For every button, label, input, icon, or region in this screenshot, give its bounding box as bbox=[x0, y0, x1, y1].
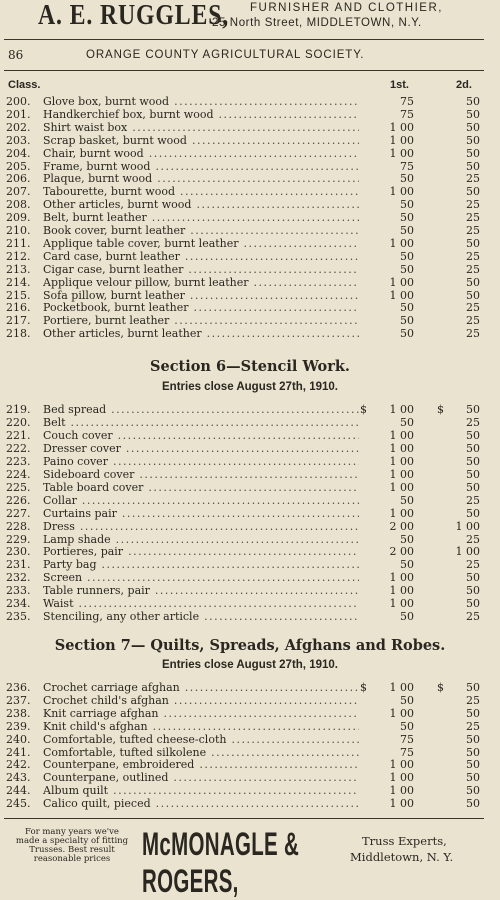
table-row bbox=[0, 134, 500, 147]
first-prize: 75 bbox=[400, 745, 414, 759]
firm-trade: Truss Experts, bbox=[362, 834, 447, 848]
class-number: 203. bbox=[6, 133, 31, 147]
table-row bbox=[0, 481, 500, 494]
ad-slogan-line: reasonable prices bbox=[33, 854, 111, 864]
table-row bbox=[0, 610, 500, 623]
item-description: Curtains pair ..... bbox=[43, 507, 359, 520]
second-prize: 50 bbox=[466, 288, 480, 302]
first-prize: 1 00 bbox=[389, 236, 414, 250]
class-number: 229. bbox=[6, 532, 31, 546]
item-description: Other articles, burnt wood ..... bbox=[43, 198, 359, 211]
table-row bbox=[0, 429, 500, 442]
top-advertisement bbox=[0, 0, 500, 38]
item-description: Party bag ..... bbox=[43, 558, 359, 571]
second-prize: 25 bbox=[466, 198, 480, 212]
ad-slogan bbox=[8, 828, 136, 864]
class-number: 214. bbox=[6, 275, 31, 289]
table-row bbox=[0, 545, 500, 558]
second-prize: 25 bbox=[466, 172, 480, 186]
table-row bbox=[0, 707, 500, 720]
item-description: Bed spread ..... bbox=[43, 403, 359, 416]
second-prize: 25 bbox=[466, 415, 480, 429]
class-number: 241. bbox=[6, 745, 31, 759]
class-number: 205. bbox=[6, 159, 31, 173]
section7-subtitle: Entries close August 27th, 1910. bbox=[162, 659, 338, 671]
advertiser-name: A. E. RUGGLES, bbox=[38, 0, 230, 31]
first-prize: 1 00 bbox=[389, 454, 414, 468]
first-prize: 50 bbox=[400, 693, 414, 707]
first-prize: 1 00 bbox=[389, 571, 414, 585]
column-header-first: 1st. bbox=[390, 79, 409, 91]
table-row bbox=[0, 558, 500, 571]
second-prize: 25 bbox=[466, 301, 480, 315]
class-number: 244. bbox=[6, 784, 31, 798]
item-description: Scrap basket, burnt wood ..... bbox=[43, 134, 359, 147]
class-number: 200. bbox=[6, 95, 31, 108]
class-number: 215. bbox=[6, 288, 31, 302]
second-prize: 25 bbox=[466, 558, 480, 572]
second-prize: 50 bbox=[466, 771, 480, 785]
second-prize: 1 00 bbox=[455, 519, 480, 533]
page-header bbox=[0, 48, 500, 64]
page-title: ORANGE COUNTY AGRICULTURAL SOCIETY. bbox=[86, 49, 365, 61]
class-number: 227. bbox=[6, 506, 31, 520]
table-row bbox=[0, 276, 500, 289]
class-number: 212. bbox=[6, 249, 31, 263]
bottom-advertisement bbox=[0, 822, 500, 899]
table-row bbox=[0, 185, 500, 198]
dollar-sign: $ bbox=[437, 681, 444, 694]
table-row bbox=[0, 442, 500, 455]
second-prize: 50 bbox=[466, 236, 480, 250]
class-number: 231. bbox=[6, 558, 31, 572]
dollar-sign: $ bbox=[437, 403, 444, 416]
second-prize: 50 bbox=[466, 745, 480, 759]
item-description: Pocketbook, burnt leather ..... bbox=[43, 301, 359, 314]
second-prize: 50 bbox=[466, 120, 480, 134]
table-row bbox=[0, 416, 500, 429]
first-prize: 1 00 bbox=[389, 441, 414, 455]
class-number: 220. bbox=[6, 415, 31, 429]
second-prize: 50 bbox=[466, 480, 480, 494]
second-prize: 25 bbox=[466, 327, 480, 341]
second-prize: 50 bbox=[466, 584, 480, 598]
class-number: 225. bbox=[6, 480, 31, 494]
table-row bbox=[0, 784, 500, 797]
item-description: Belt ..... bbox=[43, 416, 359, 429]
first-prize: 2 00 bbox=[389, 519, 414, 533]
ad-slogan-line: made a specialty of fitting bbox=[15, 836, 129, 846]
table-row bbox=[0, 250, 500, 263]
class-number: 226. bbox=[6, 493, 31, 507]
firm-location: Middletown, N. Y. bbox=[350, 850, 454, 864]
table-row bbox=[0, 314, 500, 327]
table-row bbox=[0, 733, 500, 746]
second-prize: 50 bbox=[466, 571, 480, 585]
class-number: 219. bbox=[6, 403, 31, 416]
advertiser-trade: FURNISHER AND CLOTHIER, bbox=[250, 2, 443, 14]
second-prize: 25 bbox=[466, 211, 480, 225]
first-prize: 1 00 bbox=[389, 288, 414, 302]
table-row bbox=[0, 455, 500, 468]
second-prize: 50 bbox=[466, 681, 480, 694]
table-row bbox=[0, 694, 500, 707]
class-number: 237. bbox=[6, 693, 31, 707]
class-number: 242. bbox=[6, 758, 31, 772]
second-prize: 50 bbox=[466, 95, 480, 108]
first-prize: 1 00 bbox=[389, 771, 414, 785]
table-row bbox=[0, 108, 500, 121]
item-description: Waist ..... bbox=[43, 597, 359, 610]
table-row bbox=[0, 198, 500, 211]
first-prize: 1 00 bbox=[389, 480, 414, 494]
item-description: Collar ..... bbox=[43, 494, 359, 507]
column-header-second: 2d. bbox=[456, 79, 472, 91]
divider bbox=[4, 70, 484, 71]
second-prize: 50 bbox=[466, 758, 480, 772]
item-description: Cigar case, burnt leather ..... bbox=[43, 263, 359, 276]
item-description: Counterpane, outlined ..... bbox=[43, 771, 359, 784]
section6-subtitle: Entries close August 27th, 1910. bbox=[162, 381, 338, 393]
item-description: Sofa pillow, burnt leather ..... bbox=[43, 289, 359, 302]
table-row bbox=[0, 507, 500, 520]
first-prize: 50 bbox=[400, 262, 414, 276]
second-prize: 50 bbox=[466, 428, 480, 442]
second-prize: 25 bbox=[466, 224, 480, 237]
first-prize: 1 00 bbox=[389, 506, 414, 520]
second-prize: 25 bbox=[466, 719, 480, 733]
item-description: Calico quilt, pieced ..... bbox=[43, 797, 359, 810]
class-number: 208. bbox=[6, 198, 31, 212]
class-number: 217. bbox=[6, 314, 31, 328]
class-number: 207. bbox=[6, 185, 31, 199]
table-row bbox=[0, 797, 500, 810]
item-description: Stenciling, any other article ..... bbox=[43, 610, 359, 623]
table-row bbox=[0, 494, 500, 507]
first-prize: 50 bbox=[400, 610, 414, 624]
item-description: Dresser cover ..... bbox=[43, 442, 359, 455]
item-description: Frame, burnt wood ..... bbox=[43, 160, 359, 173]
table-row bbox=[0, 95, 500, 108]
first-prize: 50 bbox=[400, 249, 414, 263]
page-number: 86 bbox=[8, 48, 24, 62]
first-prize: 50 bbox=[400, 415, 414, 429]
item-description: Table runners, pair ..... bbox=[43, 584, 359, 597]
second-prize: 25 bbox=[466, 493, 480, 507]
second-prize: 50 bbox=[466, 159, 480, 173]
first-prize: 1 00 bbox=[389, 185, 414, 199]
class-number: 209. bbox=[6, 211, 31, 225]
table-row bbox=[0, 263, 500, 276]
table-row bbox=[0, 301, 500, 314]
item-description: Shirt waist box ..... bbox=[43, 121, 359, 134]
item-description: Table board cover ..... bbox=[43, 481, 359, 494]
table-row bbox=[0, 403, 500, 416]
class-number: 245. bbox=[6, 797, 31, 811]
first-prize: 1 00 bbox=[389, 428, 414, 442]
class-number: 239. bbox=[6, 719, 31, 733]
class-number: 223. bbox=[6, 454, 31, 468]
table-row bbox=[0, 160, 500, 173]
first-prize: 50 bbox=[400, 558, 414, 572]
first-prize: 1 00 bbox=[389, 403, 414, 416]
second-prize: 50 bbox=[466, 403, 480, 416]
table-row bbox=[0, 237, 500, 250]
first-prize: 2 00 bbox=[389, 545, 414, 559]
item-description: Portiere, burnt leather ..... bbox=[43, 314, 359, 327]
item-description: Crochet child's afghan ..... bbox=[43, 694, 359, 707]
table-row bbox=[0, 121, 500, 134]
second-prize: 50 bbox=[466, 107, 480, 121]
item-description: Applique velour pillow, burnt leather ..... bbox=[43, 276, 359, 289]
table-row bbox=[0, 597, 500, 610]
table-row bbox=[0, 211, 500, 224]
class-number: 232. bbox=[6, 571, 31, 585]
class-number: 206. bbox=[6, 172, 31, 186]
item-description: Card case, burnt leather ..... bbox=[43, 250, 359, 263]
class-number: 235. bbox=[6, 610, 31, 624]
first-prize: 1 00 bbox=[389, 467, 414, 481]
class-number: 228. bbox=[6, 519, 31, 533]
first-prize: 50 bbox=[400, 719, 414, 733]
second-prize: 50 bbox=[466, 275, 480, 289]
class-number: 236. bbox=[6, 681, 31, 694]
item-description: Screen ..... bbox=[43, 571, 359, 584]
table-row bbox=[0, 172, 500, 185]
second-prize: 50 bbox=[466, 797, 480, 811]
class-number: 234. bbox=[6, 597, 31, 611]
divider bbox=[4, 39, 484, 40]
item-description: Chair, burnt wood ..... bbox=[43, 147, 359, 160]
class-number: 224. bbox=[6, 467, 31, 481]
second-prize: 50 bbox=[466, 732, 480, 746]
item-description: Knit child's afghan ..... bbox=[43, 720, 359, 733]
second-prize: 50 bbox=[466, 467, 480, 481]
table-row bbox=[0, 681, 500, 694]
second-prize: 50 bbox=[466, 185, 480, 199]
item-description: Belt, burnt leather ..... bbox=[43, 211, 359, 224]
table-row bbox=[0, 147, 500, 160]
class-number: 211. bbox=[6, 236, 31, 250]
first-prize: 1 00 bbox=[389, 597, 414, 611]
table-row bbox=[0, 520, 500, 533]
item-description: Other articles, burnt leather ..... bbox=[43, 327, 359, 340]
table-row bbox=[0, 327, 500, 340]
class-number: 201. bbox=[6, 107, 31, 121]
ad-slogan-line: For many years we've bbox=[25, 827, 119, 837]
class-number: 221. bbox=[6, 428, 31, 442]
first-prize: 50 bbox=[400, 211, 414, 225]
advertiser-address: 25 North Street, MIDDLETOWN, N.Y. bbox=[212, 17, 422, 29]
first-prize: 1 00 bbox=[389, 133, 414, 147]
table-row bbox=[0, 289, 500, 302]
ad-slogan-line: Trusses. Best result bbox=[29, 845, 115, 855]
item-description: Portieres, pair ..... bbox=[43, 545, 359, 558]
firm-name: McMONAGLE & ROGERS, bbox=[142, 826, 300, 899]
second-prize: 25 bbox=[466, 532, 480, 546]
first-prize: 1 00 bbox=[389, 706, 414, 720]
table-row bbox=[0, 468, 500, 481]
class-number: 243. bbox=[6, 771, 31, 785]
table-row bbox=[0, 584, 500, 597]
first-prize: 75 bbox=[400, 107, 414, 121]
second-prize: 50 bbox=[466, 506, 480, 520]
item-description: Counterpane, embroidered ..... bbox=[43, 758, 359, 771]
second-prize: 50 bbox=[466, 706, 480, 720]
first-prize: 50 bbox=[400, 327, 414, 341]
class-number: 222. bbox=[6, 441, 31, 455]
class-number: 238. bbox=[6, 706, 31, 720]
class-number: 233. bbox=[6, 584, 31, 598]
section6-title: Section 6—Stencil Work. bbox=[150, 358, 350, 375]
first-prize: 1 00 bbox=[389, 146, 414, 160]
table-row bbox=[0, 758, 500, 771]
item-description: Tabourette, burnt wood ..... bbox=[43, 185, 359, 198]
second-prize: 50 bbox=[466, 441, 480, 455]
first-prize: 1 00 bbox=[389, 681, 414, 694]
class-number: 213. bbox=[6, 262, 31, 276]
first-prize: 75 bbox=[400, 732, 414, 746]
first-prize: 50 bbox=[400, 224, 414, 237]
item-description: Book cover, burnt leather ..... bbox=[43, 224, 359, 237]
first-prize: 50 bbox=[400, 532, 414, 546]
item-description: Applique table cover, burnt leather ..... bbox=[43, 237, 359, 250]
item-description: Couch cover ..... bbox=[43, 429, 359, 442]
second-prize: 50 bbox=[466, 454, 480, 468]
second-prize: 50 bbox=[466, 146, 480, 160]
first-prize: 1 00 bbox=[389, 784, 414, 798]
table-row bbox=[0, 720, 500, 733]
first-prize: 1 00 bbox=[389, 275, 414, 289]
table-row bbox=[0, 746, 500, 759]
first-prize: 50 bbox=[400, 301, 414, 315]
first-prize: 50 bbox=[400, 314, 414, 328]
second-prize: 25 bbox=[466, 249, 480, 263]
table-row bbox=[0, 533, 500, 546]
first-prize: 1 00 bbox=[389, 120, 414, 134]
first-prize: 75 bbox=[400, 95, 414, 108]
item-description: Paino cover ..... bbox=[43, 455, 359, 468]
item-description: Comfortable, tufted silkolene ..... bbox=[43, 746, 359, 759]
item-description: Crochet carriage afghan ..... bbox=[43, 681, 359, 694]
column-header-class: Class. bbox=[8, 79, 41, 91]
divider bbox=[4, 818, 484, 819]
first-prize: 75 bbox=[400, 159, 414, 173]
second-prize: 25 bbox=[466, 262, 480, 276]
class-number: 210. bbox=[6, 224, 31, 237]
second-prize: 25 bbox=[466, 610, 480, 624]
second-prize: 25 bbox=[466, 314, 480, 328]
second-prize: 1 00 bbox=[455, 545, 480, 559]
class-number: 240. bbox=[6, 732, 31, 746]
table-row bbox=[0, 771, 500, 784]
item-description: Album quilt ..... bbox=[43, 784, 359, 797]
item-description: Plaque, burnt wood ..... bbox=[43, 172, 359, 185]
item-description: Lamp shade ..... bbox=[43, 533, 359, 546]
item-description: Knit carriage afghan ..... bbox=[43, 707, 359, 720]
item-description: Handkerchief box, burnt wood ..... bbox=[43, 108, 359, 121]
first-prize: 50 bbox=[400, 198, 414, 212]
dollar-sign: $ bbox=[360, 681, 367, 694]
first-prize: 1 00 bbox=[389, 584, 414, 598]
dollar-sign: $ bbox=[360, 403, 367, 416]
second-prize: 50 bbox=[466, 133, 480, 147]
section7-title: Section 7— Quilts, Spreads, Afghans and Robes. bbox=[54, 637, 446, 654]
first-prize: 1 00 bbox=[389, 797, 414, 811]
first-prize: 50 bbox=[400, 172, 414, 186]
second-prize: 50 bbox=[466, 784, 480, 798]
item-description: Glove box, burnt wood ..... bbox=[43, 95, 359, 108]
class-number: 216. bbox=[6, 301, 31, 315]
class-number: 230. bbox=[6, 545, 31, 559]
first-prize: 1 00 bbox=[389, 758, 414, 772]
class-number: 218. bbox=[6, 327, 31, 341]
item-description: Sideboard cover ..... bbox=[43, 468, 359, 481]
second-prize: 50 bbox=[466, 597, 480, 611]
table-row bbox=[0, 571, 500, 584]
first-prize: 50 bbox=[400, 493, 414, 507]
second-prize: 25 bbox=[466, 693, 480, 707]
table-row bbox=[0, 224, 500, 237]
class-number: 204. bbox=[6, 146, 31, 160]
item-description: Dress ..... bbox=[43, 520, 359, 533]
item-description: Comfortable, tufted cheese-cloth ..... bbox=[43, 733, 359, 746]
class-number: 202. bbox=[6, 120, 31, 134]
